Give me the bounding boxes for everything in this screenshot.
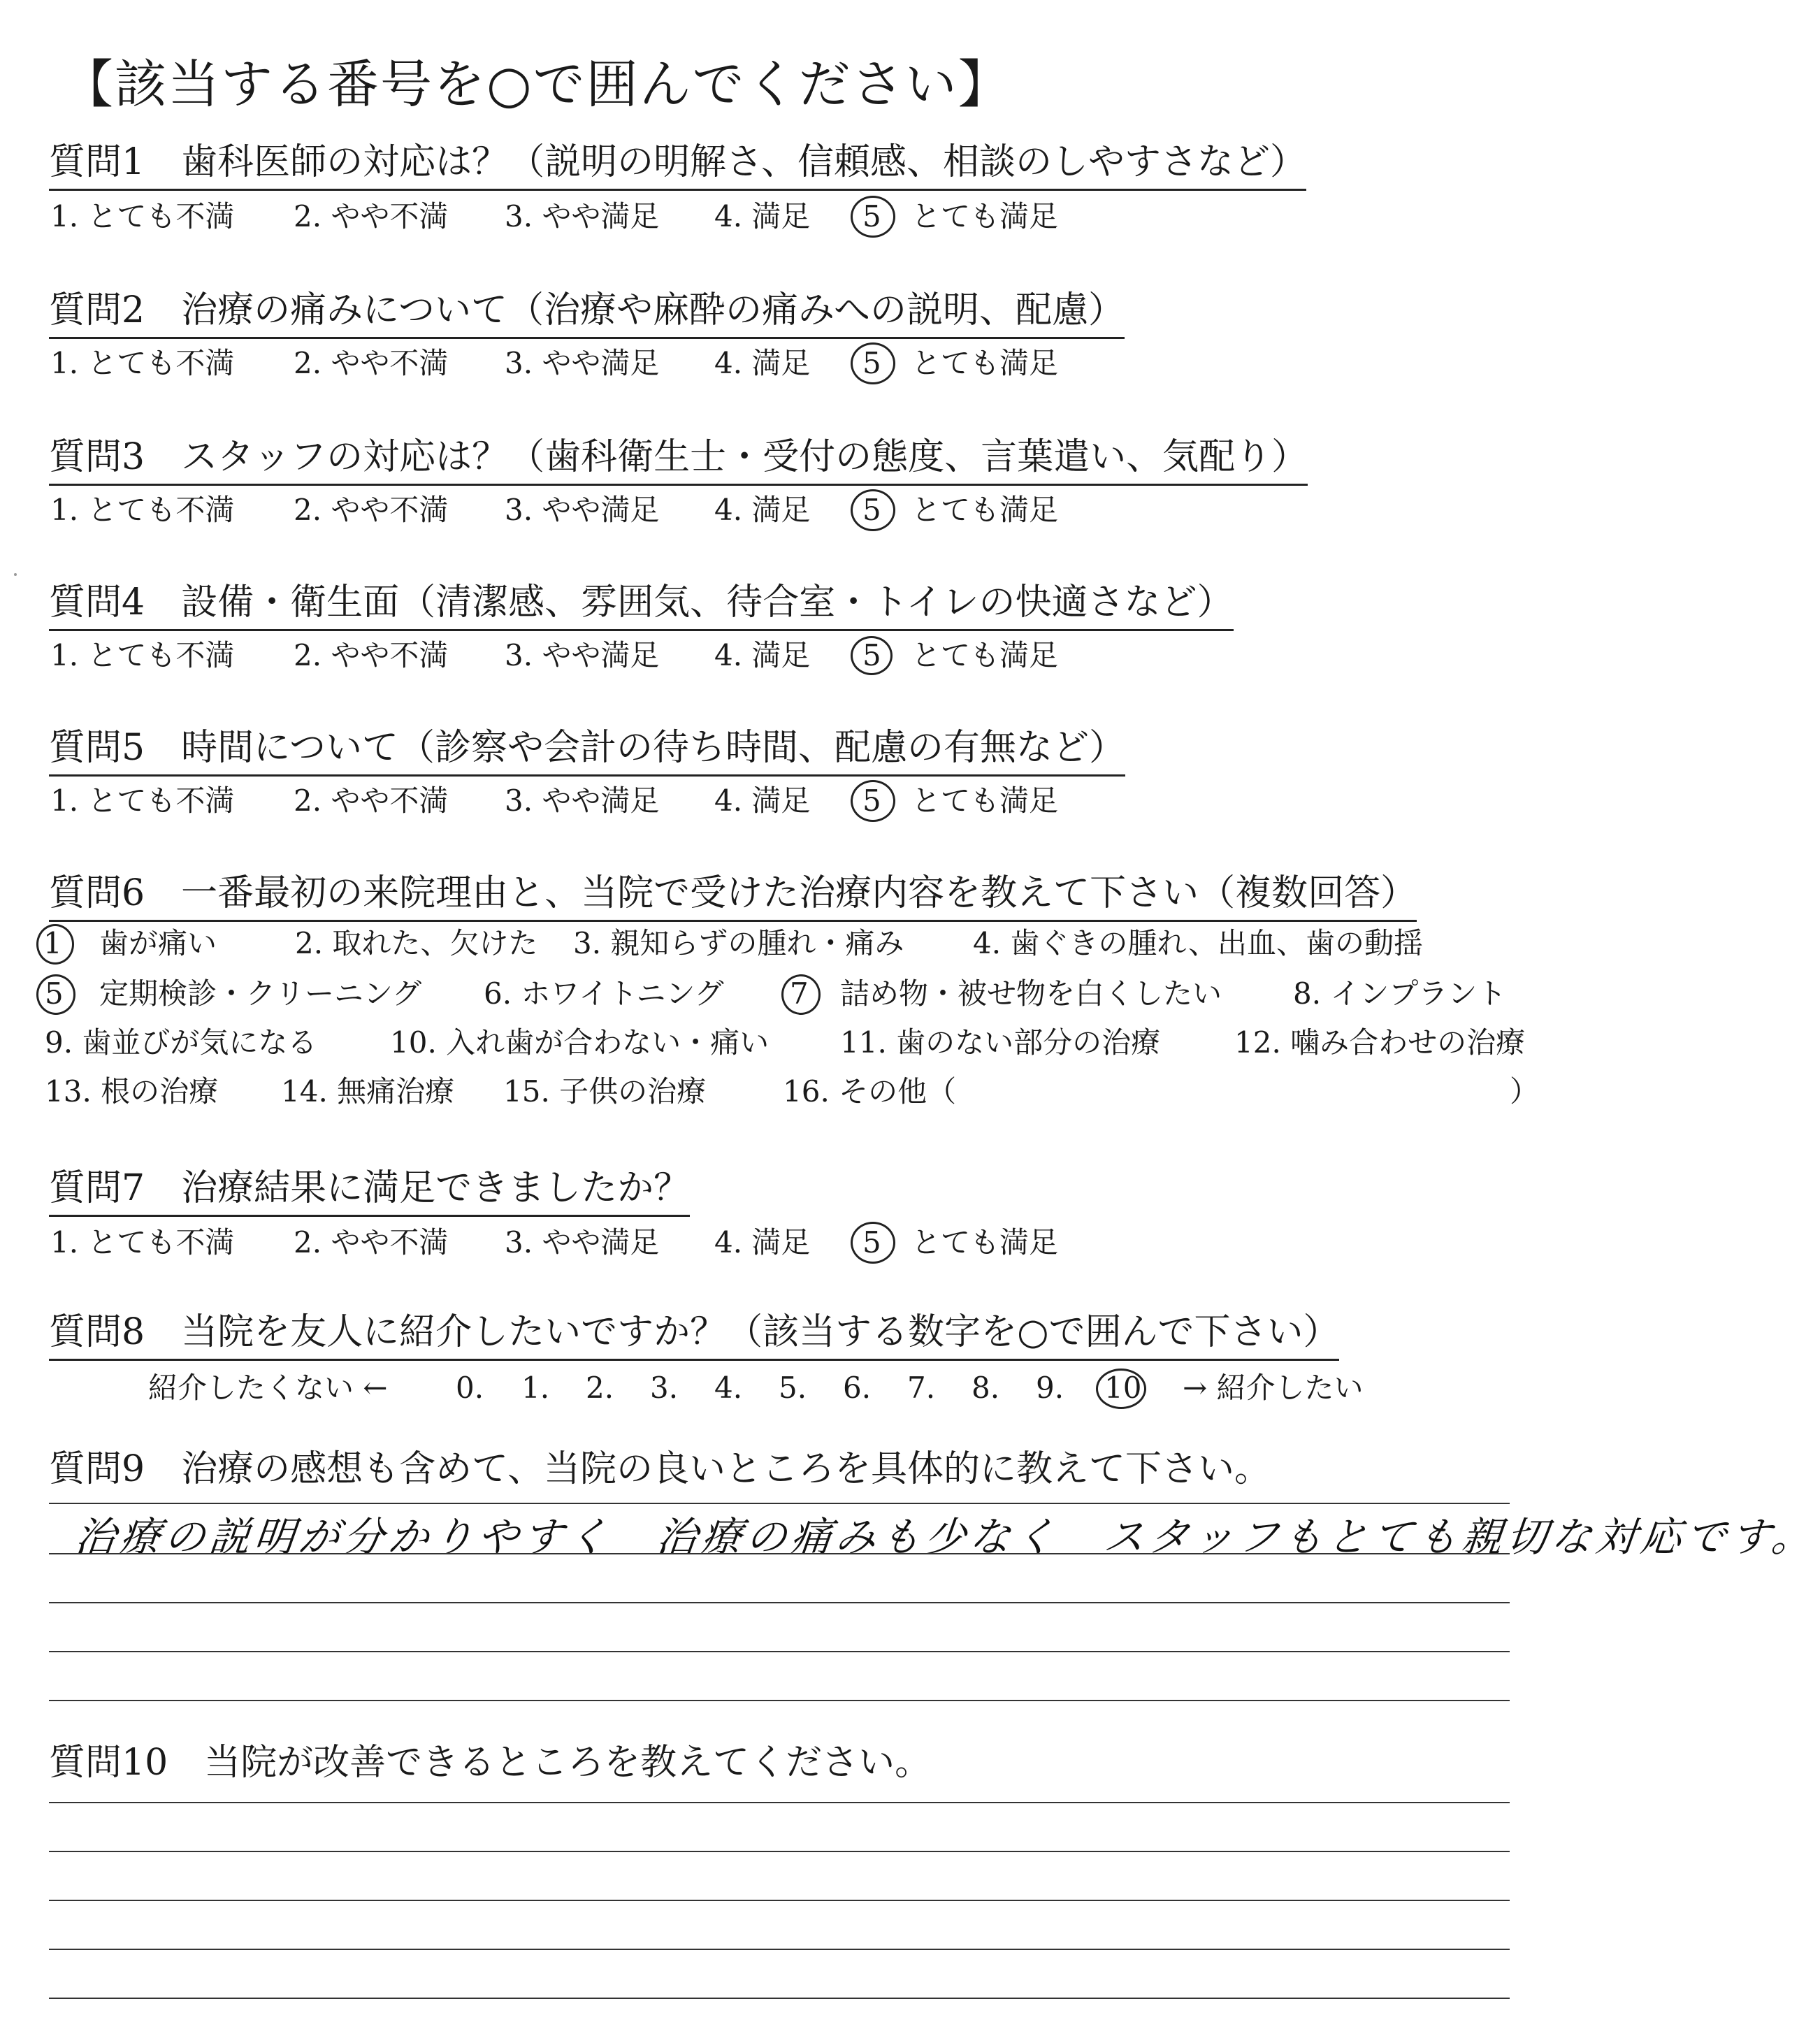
q4-option-3[interactable]: 3. やや満足	[505, 638, 660, 672]
q5-option-3[interactable]: 3. やや満足	[505, 784, 660, 818]
q2-option-1[interactable]: 1. とても不満	[50, 346, 235, 380]
q8-scale-7[interactable]: 7.	[907, 1371, 936, 1405]
q6-option-1-text: 歯が痛い	[99, 926, 217, 960]
question-2-options	[50, 342, 1169, 384]
q7-option-3[interactable]: 3. やや満足	[505, 1225, 660, 1259]
q1-option-3[interactable]: 3. やや満足	[505, 199, 660, 233]
q6-option-12[interactable]: 12. 噛み合わせの治療	[1234, 1025, 1526, 1060]
q3-option-1[interactable]: 1. とても不満	[50, 493, 235, 527]
q7-option-1[interactable]: 1. とても不満	[50, 1225, 235, 1259]
q6-option-14[interactable]: 14. 無痛治療	[281, 1074, 455, 1109]
q3-option-5-selected[interactable]: 5	[862, 493, 881, 527]
q4-option-5-text: とても満足	[911, 638, 1059, 672]
q9-answer-line-3	[49, 1651, 1510, 1652]
q9-answer-line-4	[49, 1700, 1510, 1701]
q4-option-1[interactable]: 1. とても不満	[50, 638, 235, 672]
q6-row-4	[36, 1071, 1602, 1113]
q1-option-1[interactable]: 1. とても不満	[50, 199, 235, 233]
q5-option-2[interactable]: 2. やや不満	[294, 784, 449, 818]
q10-answer-line-3[interactable]	[49, 1900, 1510, 1901]
q8-scale-9[interactable]: 9.	[1036, 1371, 1064, 1405]
q2-option-4[interactable]: 4. 満足	[714, 346, 811, 380]
question-5-options	[50, 780, 1169, 822]
q2-option-2[interactable]: 2. やや不満	[294, 346, 449, 380]
q10-answer-line-4[interactable]	[49, 1949, 1510, 1950]
q6-option-16[interactable]: 16. その他（	[783, 1074, 957, 1109]
q6-option-4[interactable]: 4. 歯ぐきの腫れ、出血、歯の動揺	[973, 926, 1423, 960]
question-1-label: 質問1 歯科医師の対応は？（説明の明解さ、信頼感、相談のしやすさなど）	[49, 140, 1306, 191]
q6-option-15[interactable]: 15. 子供の治療	[503, 1074, 707, 1109]
question-4-options	[50, 635, 1169, 677]
q6-option-8[interactable]: 8. インプラント	[1293, 976, 1507, 1011]
q8-scale-0[interactable]: 0.	[456, 1371, 484, 1405]
q2-option-5-selected[interactable]: 5	[862, 346, 881, 380]
q8-scale-6[interactable]: 6.	[843, 1371, 872, 1405]
question-1-options	[50, 196, 1169, 238]
q8-scale-2[interactable]: 2.	[586, 1371, 614, 1405]
q5-option-1[interactable]: 1. とても不満	[50, 784, 235, 818]
q4-option-5-selected[interactable]: 5	[862, 638, 881, 672]
q8-low-label: 紹介したくない ←	[148, 1371, 388, 1405]
q6-row-1	[36, 923, 1602, 965]
q2-option-3[interactable]: 3. やや満足	[505, 346, 660, 380]
q6-option-3[interactable]: 3. 親知らずの腫れ・痛み	[573, 926, 904, 960]
q6-option-6[interactable]: 6. ホワイトニング	[484, 976, 724, 1011]
q6-option-10[interactable]: 10. 入れ歯が合わない・痛い	[390, 1025, 770, 1060]
q7-option-2[interactable]: 2. やや不満	[294, 1225, 449, 1259]
q3-option-5-text: とても満足	[911, 493, 1059, 527]
q7-option-4[interactable]: 4. 満足	[714, 1225, 811, 1259]
q8-scale	[148, 1367, 1406, 1409]
q8-scale-5[interactable]: 5.	[779, 1371, 807, 1405]
q10-answer-line-2[interactable]	[49, 1851, 1510, 1852]
q6-option-11[interactable]: 11. 歯のない部分の治療	[840, 1025, 1161, 1060]
question-4-label: 質問4 設備・衛生面（清潔感、雰囲気、待合室・トイレの快適さなど）	[49, 580, 1234, 631]
q10-answer-line-1[interactable]	[49, 1802, 1510, 1803]
q3-option-4[interactable]: 4. 満足	[714, 493, 811, 527]
q4-option-2[interactable]: 2. やや不満	[294, 638, 449, 672]
q1-option-5-text: とても満足	[911, 199, 1059, 233]
q6-option-7-number[interactable]: 7	[790, 976, 809, 1011]
q8-scale-10-selected[interactable]: 10	[1104, 1371, 1142, 1405]
q6-option-13[interactable]: 13. 根の治療	[45, 1074, 219, 1109]
q8-scale-3[interactable]: 3.	[650, 1371, 679, 1405]
q6-other-close-paren: ）	[1510, 1074, 1540, 1109]
q7-option-5-selected[interactable]: 5	[862, 1225, 881, 1259]
q6-option-9[interactable]: 9. 歯並びが気になる	[45, 1025, 317, 1060]
q6-row-3	[36, 1022, 1602, 1064]
q6-option-5-number[interactable]: 5	[45, 976, 64, 1011]
question-10-label: 質問10 当院が改善できるところを教えてください。	[49, 1742, 932, 1784]
q6-row-2	[36, 973, 1602, 1015]
question-9-label: 質問9 治療の感想も含めて、当院の良いところを具体的に教えて下さい。	[49, 1448, 1271, 1490]
q6-option-1-number[interactable]: 1	[43, 926, 62, 960]
q1-option-2[interactable]: 2. やや不満	[294, 199, 449, 233]
q9-handwritten-answer[interactable]: 治療の説明が分かりやすく 治療の痛みも少なく スタッフもとても親切な対応です。	[72, 1513, 1819, 1561]
q7-option-5-text: とても満足	[911, 1225, 1059, 1259]
q9-answer-line-2	[49, 1602, 1510, 1603]
question-8-label: 質問8 当院を友人に紹介したいですか？（該当する数字を○で囲んで下さい）	[49, 1310, 1339, 1361]
scan-speck	[14, 573, 17, 576]
q5-option-4[interactable]: 4. 満足	[714, 784, 811, 818]
q5-option-5-text: とても満足	[911, 784, 1059, 818]
q8-high-label: → 紹介したい	[1183, 1371, 1364, 1405]
q6-option-7-text: 詰め物・被せ物を白くしたい	[840, 976, 1222, 1011]
q10-answer-line-5[interactable]	[49, 1998, 1510, 1999]
question-5-label: 質問5 時間について（診察や会計の待ち時間、配慮の有無など）	[49, 725, 1125, 777]
question-3-options	[50, 489, 1169, 531]
q6-option-2[interactable]: 2. 取れた、欠けた	[295, 926, 538, 960]
q2-option-5-text: とても満足	[911, 346, 1059, 380]
q3-option-3[interactable]: 3. やや満足	[505, 493, 660, 527]
question-7-options	[50, 1222, 1169, 1264]
page-title: 【該当する番号を○で囲んでください】	[62, 55, 1011, 115]
question-3-label: 質問3 スタッフの対応は？（歯科衛生士・受付の態度、言葉遣い、気配り）	[49, 435, 1308, 486]
q4-option-4[interactable]: 4. 満足	[714, 638, 811, 672]
q9-answer-line-1	[49, 1553, 1510, 1554]
q1-option-4[interactable]: 4. 満足	[714, 199, 811, 233]
q8-scale-8[interactable]: 8.	[972, 1371, 1000, 1405]
q5-option-5-selected[interactable]: 5	[862, 784, 881, 818]
q6-option-5-text: 定期検診・クリーニング	[99, 976, 422, 1011]
q3-option-2[interactable]: 2. やや不満	[294, 493, 449, 527]
q8-scale-4[interactable]: 4.	[714, 1371, 743, 1405]
question-7-label: 質問7 治療結果に満足できましたか？	[49, 1166, 690, 1217]
q1-option-5-selected[interactable]: 5	[862, 199, 881, 233]
question-2-label: 質問2 治療の痛みについて（治療や麻酔の痛みへの説明、配慮）	[49, 288, 1125, 339]
q8-scale-1[interactable]: 1.	[521, 1371, 550, 1405]
question-6-label: 質問6 一番最初の来院理由と、当院で受けた治療内容を教えて下さい（複数回答）	[49, 871, 1417, 922]
